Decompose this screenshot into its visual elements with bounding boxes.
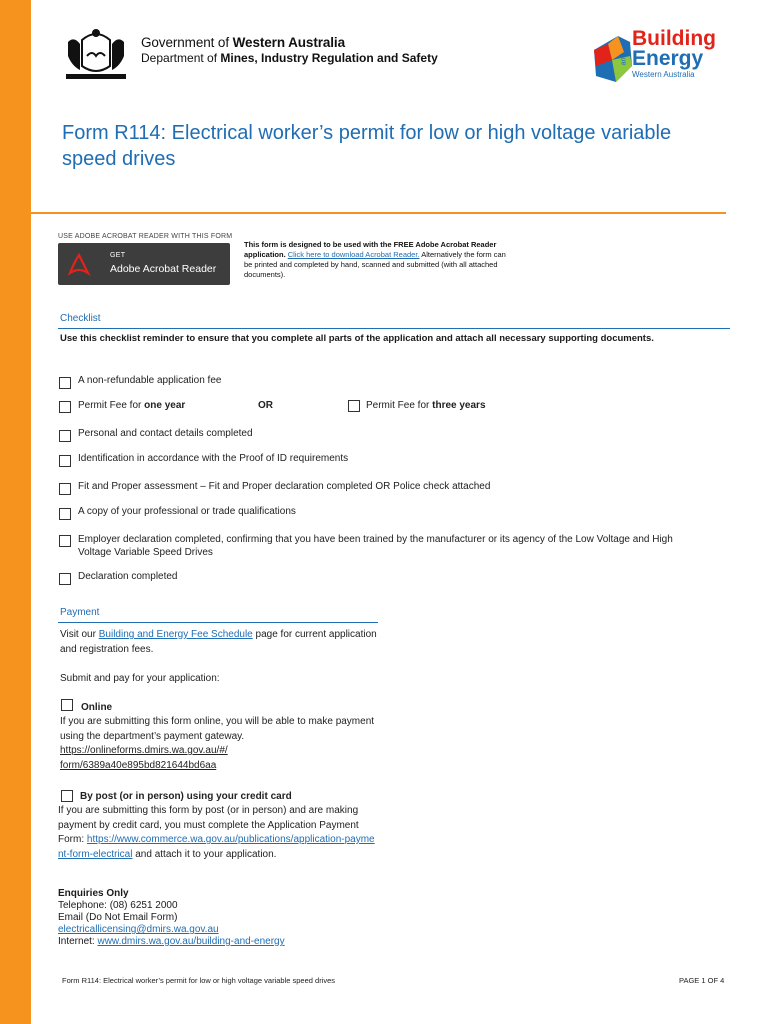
payment-heading: Payment xyxy=(60,607,100,618)
download-acrobat-link[interactable]: Click here to download Acrobat Reader. xyxy=(287,250,420,259)
wa-coat-of-arms-logo xyxy=(60,26,132,82)
checklist-item: Permit Fee for one year xyxy=(78,400,186,411)
orange-sidebar xyxy=(0,0,31,1024)
checklist-rule xyxy=(58,328,730,329)
checkbox-qualifications[interactable] xyxy=(59,508,71,520)
checkbox-identification[interactable] xyxy=(59,455,71,467)
email-label: Email (Do Not Email Form) xyxy=(58,912,178,923)
government-name: Government of Western Australia xyxy=(141,35,345,50)
acrobat-caption: USE ADOBE ACROBAT READER WITH THIS FORM xyxy=(58,233,233,240)
online-text: If you are submitting this form online, you will be able to make payment using the department’s payment gateway. xyxy=(60,716,375,742)
acrobat-icon xyxy=(66,251,92,277)
checkbox-by-post[interactable] xyxy=(61,790,73,802)
checkbox-application-fee[interactable] xyxy=(59,377,71,389)
online-form-link[interactable]: https://onlineforms.dmirs.wa.gov.au/#/ xyxy=(60,745,228,756)
checklist-item: Fit and Proper assessment – Fit and Proper declaration completed OR Police check attached xyxy=(78,481,491,492)
enquiries-heading: Enquiries Only xyxy=(58,888,129,899)
website-link[interactable]: www.dmirs.wa.gov.au/building-and-energy xyxy=(97,936,285,947)
checkbox-declaration[interactable] xyxy=(59,573,71,585)
checklist-item: Identification in accordance with the Proof of ID requirements xyxy=(78,453,349,464)
building-and-energy-logo: Building and Energy Western Australia xyxy=(588,26,734,88)
internet-line: Internet: www.dmirs.wa.gov.au/building-and-energy xyxy=(58,936,285,947)
or-label: OR xyxy=(258,400,273,411)
acrobat-get-label: GET xyxy=(110,252,126,259)
checklist-item: A copy of your professional or trade qualifications xyxy=(78,506,296,517)
checkbox-online[interactable] xyxy=(61,699,73,711)
divider xyxy=(31,212,726,214)
acrobat-name-label: Adobe Acrobat Reader xyxy=(110,263,217,275)
checklist-item: A non-refundable application fee xyxy=(78,375,222,386)
fee-schedule-link[interactable]: Building and Energy Fee Schedule xyxy=(98,629,253,640)
checkbox-employer-declaration[interactable] xyxy=(59,535,71,547)
submit-text: Submit and pay for your application: xyxy=(60,673,220,684)
email-link[interactable]: electricallicensing@dmirs.wa.gov.au xyxy=(58,924,219,935)
checklist-heading: Checklist xyxy=(60,313,101,324)
checklist-item: Employer declaration completed, confirming that you have been trained by the manufacturer or its agency of the Low Voltage and High Voltage Variable Speed Drives xyxy=(78,534,673,558)
footer-form-name: Form R114: Electrical worker’s permit for low or high voltage variable speed drives xyxy=(62,976,336,985)
payment-form-link[interactable]: https://www.commerce.wa.gov.au/publications/application-payment-form-electrical xyxy=(58,834,375,860)
by-post-text: If you are submitting this form by post (or in person) and are making payment by credit card, you must complete the Application Payment Form: https://www.commerce.wa.gov.au/publications/application-payment-form-electrical and attach it to your application. xyxy=(58,805,375,860)
checkbox-permit-one-year[interactable] xyxy=(59,401,71,413)
page-number: PAGE 1 OF 4 xyxy=(679,976,725,985)
payment-rule xyxy=(58,622,378,623)
get-acrobat-reader-button[interactable] xyxy=(58,243,230,285)
checkbox-fit-and-proper[interactable] xyxy=(59,483,71,495)
checklist-item: Declaration completed xyxy=(78,571,178,582)
checklist-item: Permit Fee for three years xyxy=(366,400,486,411)
acrobat-description: This form is designed to be used with the FREE Adobe Acrobat Reader application. Click here to download Acrobat Reader. Alternatively the form can be printed and completed by hand, scanned and submitted (with all attached documents). xyxy=(244,240,506,279)
online-form-link-cont[interactable]: form/6389a40e895bd821644bd6aa xyxy=(60,760,217,771)
checklist-intro: Use this checklist reminder to ensure that you complete all parts of the application and attach all necessary supporting documents. xyxy=(60,333,654,344)
checkbox-personal-details[interactable] xyxy=(59,430,71,442)
telephone: Telephone: (08) 6251 2000 xyxy=(58,900,178,911)
checklist-item: Personal and contact details completed xyxy=(78,428,253,439)
department-name: Department of Mines, Industry Regulation and Safety xyxy=(141,51,438,65)
form-title: Form R114: Electrical worker’s permit for low or high voltage variable speed drives xyxy=(62,122,672,170)
enquiries-block xyxy=(58,888,388,948)
online-label: Online xyxy=(81,702,113,713)
checkbox-permit-three-years[interactable] xyxy=(348,400,360,412)
by-post-label: By post (or in person) using your credit card xyxy=(80,791,292,802)
fee-schedule-text: Visit our Building and Energy Fee Schedule page for current application and registration fees. xyxy=(60,629,377,655)
